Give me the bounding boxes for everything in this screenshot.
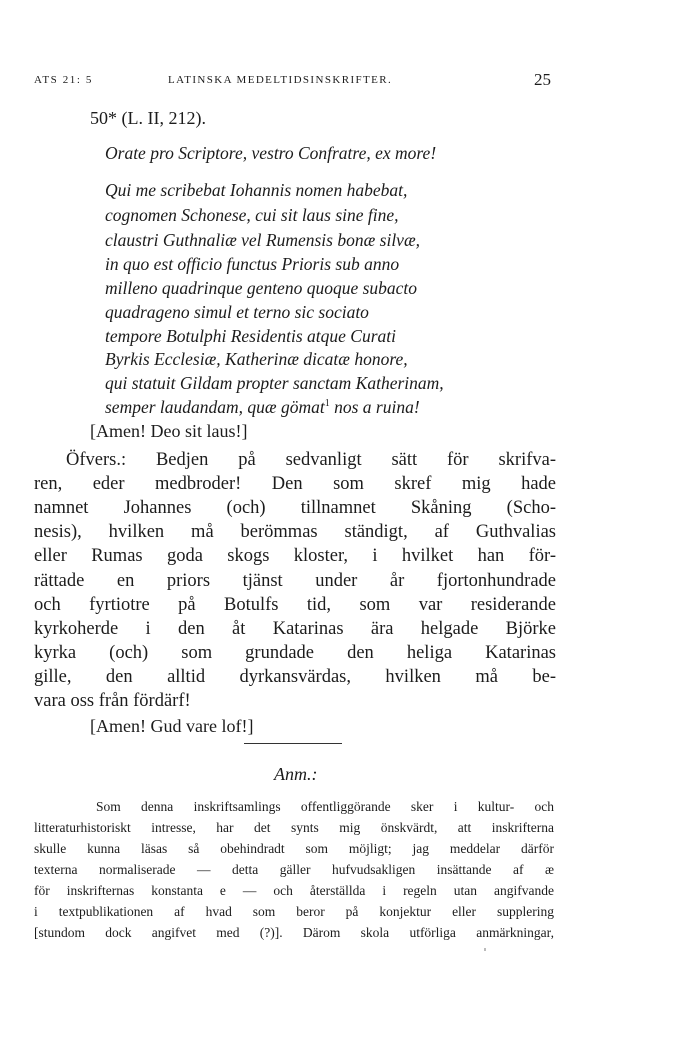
amen-swedish: [Amen! Gud vare lof!] xyxy=(90,716,254,736)
notes-heading: Anm.: xyxy=(274,764,318,784)
note-line: litteraturhistoriskt intresse, har det synts mig önskvärdt, att inskrifterna xyxy=(34,820,554,835)
translation-line: och fyrtiotre på Botulfs tid, som var residerande xyxy=(34,595,556,615)
latin-line: Orate pro Scriptore, vestro Confratre, ex more! xyxy=(105,143,437,163)
note-line: för inskrifternas konstanta e — och återställda i regeln utan angifvande xyxy=(34,883,554,898)
latin-last-line xyxy=(105,397,420,418)
translation-line: Öfvers.: Bedjen på sedvanligt sätt för skrifva- xyxy=(66,450,556,470)
translation-line: rättade en priors tjänst under år fjortonhundrade xyxy=(34,571,556,591)
footnote-mark: 1 xyxy=(324,398,330,410)
note-line: i textpublikationen af hvad som beror på konjektur eller supplering xyxy=(34,904,554,919)
translation-line: ren, eder medbroder! Den som skref mig hade xyxy=(34,474,556,494)
latin-line: claustri Guthnaliæ vel Rumensis bonæ silvæ, xyxy=(105,230,420,250)
running-header-title: LATINSKA MEDELTIDSINSKRIFTER. xyxy=(168,74,393,86)
latin-line-tail: nos a ruina! xyxy=(329,397,420,417)
translation-line: vara oss från fördärf! xyxy=(34,691,191,711)
paper-speck xyxy=(484,948,486,951)
translation-line: eller Rumas goda skogs kloster, i hvilket han för- xyxy=(34,546,556,566)
note-line: [stundom dock angifvet med (?)]. Därom skola utförliga anmärkningar, xyxy=(34,925,554,940)
latin-line: milleno quadrinque genteno quoque subacto xyxy=(105,278,418,298)
note-line: skulle kunna läsas så obehindradt som möjligt; jag meddelar därför xyxy=(34,841,554,856)
note-line: Som denna inskriftsamlings offentliggörande sker i kultur- och xyxy=(96,799,554,814)
latin-line: tempore Botulphi Residentis atque Curati xyxy=(105,326,396,346)
translation-line: namnet Johannes (och) tillnamnet Skåning (Scho- xyxy=(34,498,556,518)
latin-line: cognomen Schonese, cui sit laus sine fine, xyxy=(105,205,399,225)
translation-line: kyrka (och) som grundade den heliga Katarinas xyxy=(34,643,556,663)
entry-heading: 50* (L. II, 212). xyxy=(90,108,206,128)
latin-line-text: semper laudandam, quæ gömat xyxy=(105,397,325,417)
running-header-left: ATS 21: 5 xyxy=(34,74,94,86)
latin-line: Byrkis Ecclesiæ, Katherinæ dicatæ honore, xyxy=(105,349,408,369)
note-line: texterna normaliserade — detta gäller hufvudsakligen insättande af æ xyxy=(34,862,554,877)
latin-line: in quo est officio functus Prioris sub anno xyxy=(105,254,400,274)
translation-line: gille, den alltid dyrkansvärdas, hvilken må be- xyxy=(34,667,556,687)
translation-line: kyrkoherde i den åt Katarinas ära helgade Björke xyxy=(34,619,556,639)
page-number: 25 xyxy=(534,70,551,89)
latin-line: Qui me scribebat Iohannis nomen habebat, xyxy=(105,180,408,200)
section-divider xyxy=(244,743,342,744)
amen-latin: [Amen! Deo sit laus!] xyxy=(90,421,248,441)
latin-line: quadrageno simul et terno sic sociato xyxy=(105,302,369,322)
translation-line: nesis), hvilken må berömmas ständigt, af Guthvalias xyxy=(34,522,556,542)
latin-line: qui statuit Gildam propter sanctam Katherinam, xyxy=(105,373,444,393)
